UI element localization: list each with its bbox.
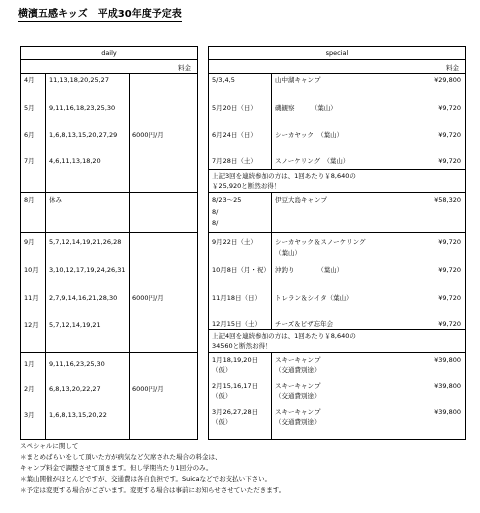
- daily-month: 2月: [24, 385, 35, 393]
- daily-fee: 6000円/月: [132, 294, 164, 302]
- daily-month: 6月: [24, 131, 35, 139]
- special-date: （仮）: [212, 418, 232, 426]
- daily-days: 9,11,16,23,25,30: [49, 360, 105, 368]
- divider: [45, 73, 46, 439]
- special-event: チーズ＆ピザ忘年会: [275, 320, 334, 328]
- daily-days: 6,8,13,20,22,27: [49, 385, 101, 393]
- special-fee: ¥9,720: [438, 104, 461, 112]
- note-line: キャンプ料金で調整させて頂きます。但し学期当たり1回分のみ。: [20, 464, 213, 472]
- special-date: 8/23〜25: [212, 196, 242, 204]
- special-event: スノーケリング （葉山）: [275, 157, 350, 165]
- daily-month: 8月: [24, 196, 35, 204]
- special-fee-label: 料金: [446, 64, 459, 72]
- daily-days: 1,6,8,13,15,20,27,29: [49, 131, 118, 139]
- special-event: シーカヤック （葉山）: [275, 131, 344, 139]
- daily-fee: 6000円/月: [132, 131, 164, 139]
- special-event: シーカヤック＆スノーケリング: [275, 238, 366, 246]
- special-event: （葉山）: [275, 249, 301, 257]
- daily-days: 2,7,9,14,16,21,28,30: [49, 294, 118, 302]
- special-header: special: [209, 47, 465, 60]
- special-fee: ¥9,720: [438, 131, 461, 139]
- special-table: [208, 46, 466, 440]
- divider: [209, 73, 465, 74]
- special-fee: ¥39,800: [434, 356, 461, 364]
- special-event: スキーキャンプ: [275, 356, 321, 364]
- special-date: 6月24日（日）: [212, 131, 257, 139]
- special-note: ￥25,920と断然お得！: [212, 182, 281, 190]
- daily-fee-label: 料金: [178, 64, 191, 72]
- divider: [209, 169, 465, 170]
- special-event: 伊豆大島キャンプ: [275, 196, 327, 204]
- divider: [209, 192, 465, 193]
- special-note: 上記3回を連続参加の方は、1回あたり￥8,640の: [212, 172, 356, 180]
- daily-month: 10月: [24, 266, 39, 274]
- special-fee: ¥39,800: [434, 408, 461, 416]
- special-date: 11月18日（日）: [212, 294, 262, 302]
- daily-month: 9月: [24, 238, 35, 246]
- daily-days: 9,11,16,18,23,25,30: [49, 104, 116, 112]
- divider: [21, 232, 197, 233]
- daily-month: 12月: [24, 321, 39, 329]
- special-note: 上記4回を連続参加の方は、1回あたり￥8,640の: [212, 332, 356, 340]
- divider: [271, 73, 272, 169]
- divider: [21, 73, 197, 74]
- daily-days: 休み: [49, 196, 62, 204]
- special-fee: ¥29,800: [434, 76, 461, 84]
- special-date: 5月20日（日）: [212, 104, 257, 112]
- special-date: 7月28日（土）: [212, 157, 257, 165]
- daily-fee: 6000円/月: [132, 385, 164, 393]
- daily-days: 4,6,11,13,18,20: [49, 157, 101, 165]
- special-fee: ¥39,800: [434, 382, 461, 390]
- special-event: スキーキャンプ: [275, 382, 321, 390]
- divider: [209, 232, 465, 233]
- divider: [271, 352, 272, 439]
- special-date: 10月8日（月・祝）: [212, 266, 270, 274]
- daily-month: 11月: [24, 294, 39, 302]
- divider: [271, 192, 272, 329]
- special-event: 山中湖キャンプ: [275, 76, 321, 84]
- special-date: （仮）: [212, 366, 232, 374]
- special-fee: ¥58,320: [434, 196, 461, 204]
- special-fee: ¥9,720: [438, 157, 461, 165]
- special-fee: ¥9,720: [438, 238, 461, 246]
- special-fee: ¥9,720: [438, 320, 461, 328]
- daily-table: [20, 46, 198, 440]
- divider: [209, 352, 465, 353]
- special-event: （交通費別途）: [275, 392, 321, 400]
- special-date: 2月15,16,17日: [212, 382, 259, 390]
- divider: [21, 352, 197, 353]
- special-event: （交通費別途）: [275, 366, 321, 374]
- special-event: 磯観察 （葉山）: [275, 104, 337, 112]
- special-date: 3月26,27,28日: [212, 408, 259, 416]
- divider: [129, 73, 130, 439]
- special-event: トレラン＆シイタ（葉山）: [275, 294, 353, 302]
- daily-days: 3,10,12,17,19,24,26,31: [49, 266, 126, 274]
- notes-heading: スペシャルに関して: [20, 442, 79, 450]
- daily-month: 4月: [24, 76, 35, 84]
- daily-days: 11,13,18,20,25,27: [49, 76, 109, 84]
- note-line: ＊予定は変更する場合がございます。変更する場合は事前にお知らせさせていただきます。: [20, 486, 286, 494]
- special-event: （交通費別途）: [275, 418, 321, 426]
- special-date: （仮）: [212, 392, 232, 400]
- special-fee: ¥9,720: [438, 266, 461, 274]
- daily-days: 5,7,12,14,19,21,26,28: [49, 238, 122, 246]
- daily-days: 5,7,12,14,19,21: [49, 321, 101, 329]
- special-fee: ¥9,720: [438, 294, 461, 302]
- daily-days: 1,6,8,13,15,20,22: [49, 411, 107, 419]
- special-date: 9月22日（土）: [212, 238, 257, 246]
- special-date: 5/3,4,5: [212, 76, 235, 84]
- page-title: 横濱五感キッズ 平成30年度予定表: [18, 5, 182, 22]
- special-event: 沖釣り （葉山）: [275, 266, 344, 274]
- special-date: 12月15日（土）: [212, 320, 262, 328]
- special-date: 1月18,19,20日: [212, 356, 259, 364]
- divider: [21, 192, 197, 193]
- special-note: 34560と断然お得！: [212, 342, 272, 350]
- daily-month: 1月: [24, 360, 35, 368]
- daily-month: 7月: [24, 157, 35, 165]
- note-line: ＊葉山開催がほとんどですが、交通費は各自負担です。Suicaなどでお支払い下さい。: [20, 475, 272, 483]
- note-line: ＊まとめばらいをして頂いた方が病気など欠席された場合の料金は、: [20, 453, 222, 461]
- daily-header: daily: [21, 47, 197, 60]
- daily-month: 3月: [24, 411, 35, 419]
- special-date: 8/: [212, 208, 219, 216]
- daily-month: 5月: [24, 104, 35, 112]
- notes-section: [20, 441, 285, 496]
- special-event: スキーキャンプ: [275, 408, 321, 416]
- special-date: 8/: [212, 219, 219, 227]
- divider: [209, 329, 465, 330]
